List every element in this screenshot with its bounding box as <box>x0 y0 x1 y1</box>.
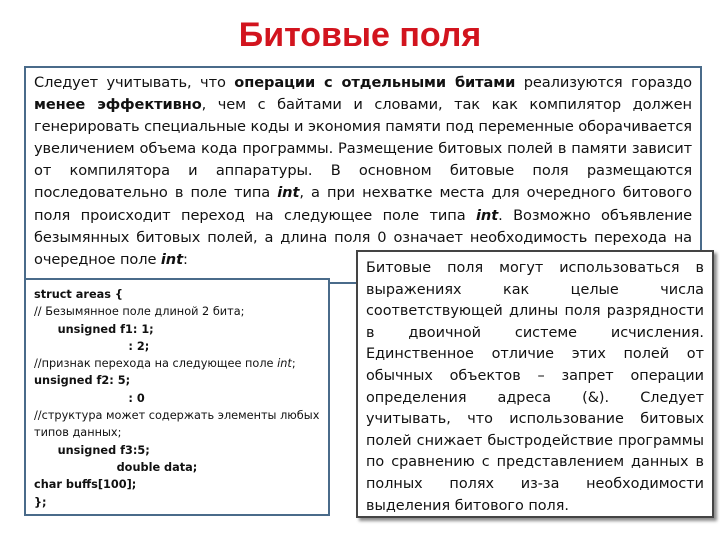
text-segment: Следует учитывать, что <box>34 74 235 91</box>
code-comment-text: ; <box>291 357 296 371</box>
text-segment: : <box>182 250 188 268</box>
code-line: }; <box>34 495 47 509</box>
code-line: unsigned f3:5; <box>34 443 150 457</box>
code-line: double data; <box>34 460 198 474</box>
text-segment: реализуются гораздо <box>515 74 692 91</box>
side-paragraph: Битовые поля могут использоваться в выражениях как целые числа соответствующей длины поля разрядности в двоичной системе исчисления. Единственное отличие этих полей от обычных объектов – запрет операции определения адреса (&). Следует учитывать, что использование битовых полей снижает быстродействие программы по сравнению с представлением данных в полных полях из-за необходимости выделения битового поля. <box>366 260 704 514</box>
page-title: Битовые поля <box>238 16 482 54</box>
keyword-int: int <box>476 206 499 224</box>
code-line: unsigned f1: 1; <box>34 322 154 336</box>
code-line: unsigned f2: 5; <box>34 374 131 388</box>
text-segment: . Возможно объявление безымянных битовых полей, а длина поля 0 означает необходимость перехода на очередное поле <box>34 206 692 268</box>
code-comment <box>34 355 320 372</box>
text-segment: , а при нехватке места для очередного битового поля происходит переход на следующее поле типа <box>34 184 692 224</box>
code-comment-text: //признак перехода на следующее поле <box>34 357 278 371</box>
keyword-int: int <box>277 184 300 202</box>
keyword-int: int <box>160 250 183 268</box>
code-box <box>24 278 330 516</box>
code-comment: типов данных; <box>34 426 122 440</box>
code-line: struct areas { <box>34 288 123 301</box>
main-paragraph <box>34 72 692 271</box>
code-line: : 2; <box>34 339 150 353</box>
code-comment: //структура может содержать элементы любых <box>34 409 320 423</box>
code-line: : 0 <box>34 391 145 405</box>
bold-phrase-bit-operations: операции с отдельными битами <box>234 74 516 91</box>
code-line: char buffs[100]; <box>34 478 137 492</box>
code-keyword-int: int <box>277 357 292 371</box>
bold-phrase-less-efficient: менее эффективно <box>34 96 202 114</box>
code-comment: // Безымянное поле длиной 2 бита; <box>34 305 245 319</box>
text-segment: , чем с байтами и словами, так как компилятор должен генерировать специальные коды и экономия памяти под переменные оборачивается увеличением объема кода программы. Размещение битовых полей в памяти зависит от компилятора и аппаратуры. В основном битовые поля размещаются последовательно в поле типа <box>34 96 692 202</box>
side-text-box <box>356 250 714 518</box>
code-listing <box>34 286 320 511</box>
